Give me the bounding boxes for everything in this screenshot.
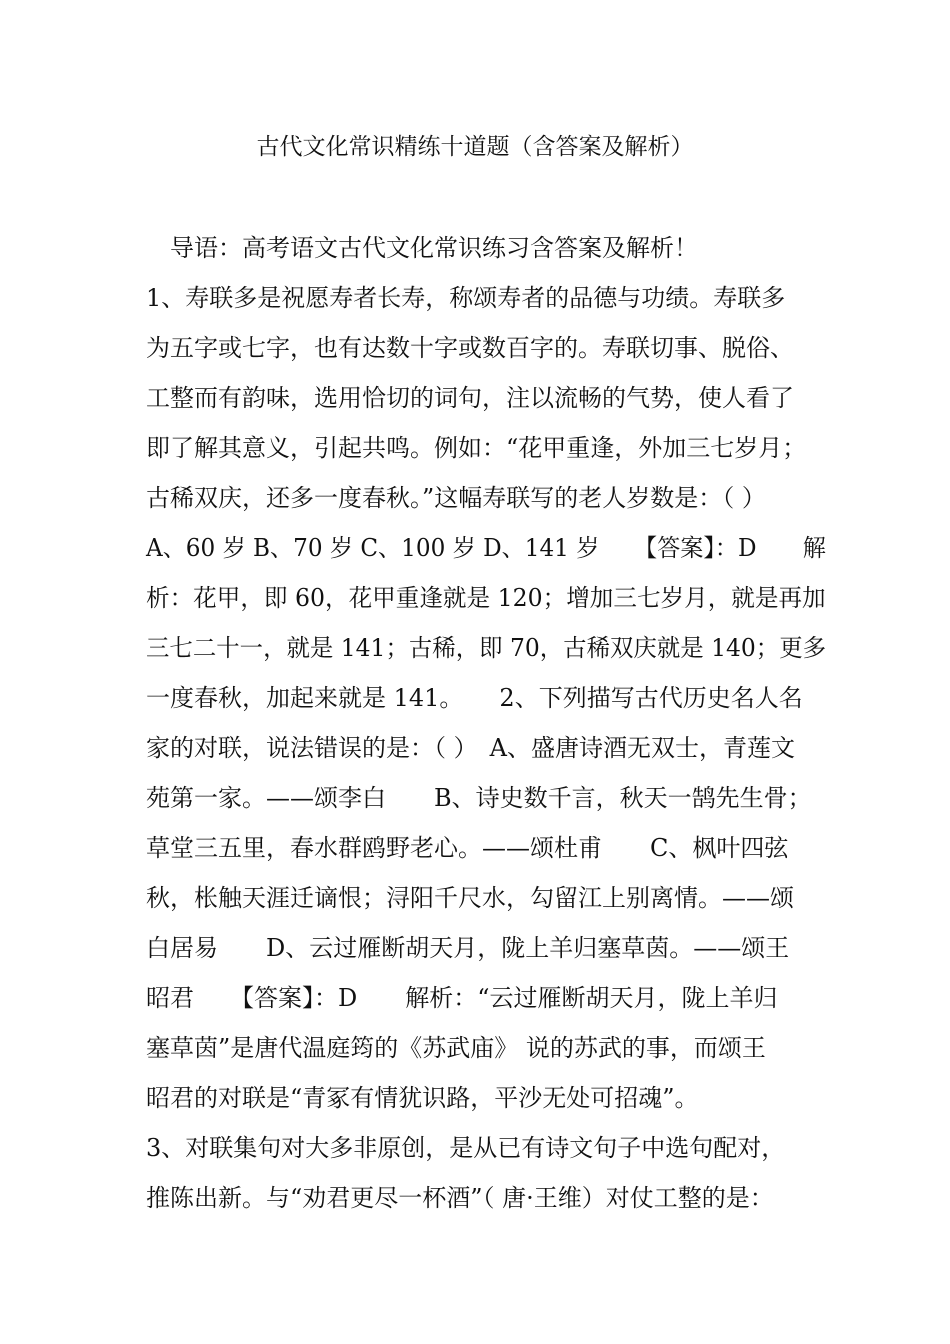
document-title: 古代文化常识精练十道题（含答案及解析） bbox=[256, 134, 694, 160]
body-line: 3、对联集句对大多非原创，是从已有诗文句子中选句配对， bbox=[146, 1134, 786, 1162]
body-line: 家的对联，说法错误的是：（ ） A、盛唐诗酒无双士，青莲文 bbox=[146, 734, 795, 762]
body-line: 析：花甲，即 60，花甲重逢就是 120；增加三七岁月，就是再加 bbox=[146, 584, 826, 612]
body-line: 1、寿联多是祝愿寿者长寿，称颂寿者的品德与功绩。寿联多 bbox=[146, 284, 786, 312]
body-line: 工整而有韵味，选用恰切的词句，注以流畅的气势，使人看了 bbox=[146, 384, 794, 412]
body-line: 三七二十一，就是 141；古稀，即 70，古稀双庆就是 140；更多 bbox=[146, 634, 827, 662]
body-line: 昭君的对联是“青冢有情犹识路，平沙无处可招魂”。 bbox=[146, 1084, 699, 1112]
body-line: 即了解其意义，引起共鸣。例如：“花甲重逢，外加三七岁月； bbox=[146, 434, 807, 462]
intro-line: 导语：高考语文古代文化常识练习含答案及解析！ bbox=[146, 234, 698, 262]
body-line: 白居易 D、云过雁断胡天月，陇上羊归塞草茵。——颂王 bbox=[146, 934, 790, 962]
body-line: 推陈出新。与“劝君更尽一杯酒”（ 唐·王维）对仗工整的是： bbox=[146, 1184, 774, 1212]
body-line: 苑第一家。——颂李白 B、诗史数千言，秋天一鹄先生骨； bbox=[146, 784, 812, 812]
body-line: A、60 岁 B、70 岁 C、100 岁 D、141 岁 【答案】：D 解 bbox=[146, 534, 826, 562]
body-line: 古稀双庆，还多一度春秋。”这幅寿联写的老人岁数是：（ ） bbox=[146, 484, 766, 512]
body-line: 为五字或七字，也有达数十字或数百字的。寿联切事、脱俗、 bbox=[146, 334, 794, 362]
body-line: 秋，枨触天涯迁谪恨；浔阳千尺水，勾留江上别离情。——颂 bbox=[146, 884, 794, 912]
body-line: 草堂三五里，春水群鸥野老心。——颂杜甫 C、枫叶四弦 bbox=[146, 834, 789, 862]
body-line: 一度春秋，加起来就是 141。 2、下列描写古代历史名人名 bbox=[146, 684, 803, 712]
body-line: 昭君 【答案】：D 解析：“云过雁断胡天月，陇上羊归 bbox=[146, 984, 778, 1012]
body-line: 塞草茵”是唐代温庭筠的《苏武庙》 说的苏武的事，而颂王 bbox=[146, 1034, 766, 1062]
